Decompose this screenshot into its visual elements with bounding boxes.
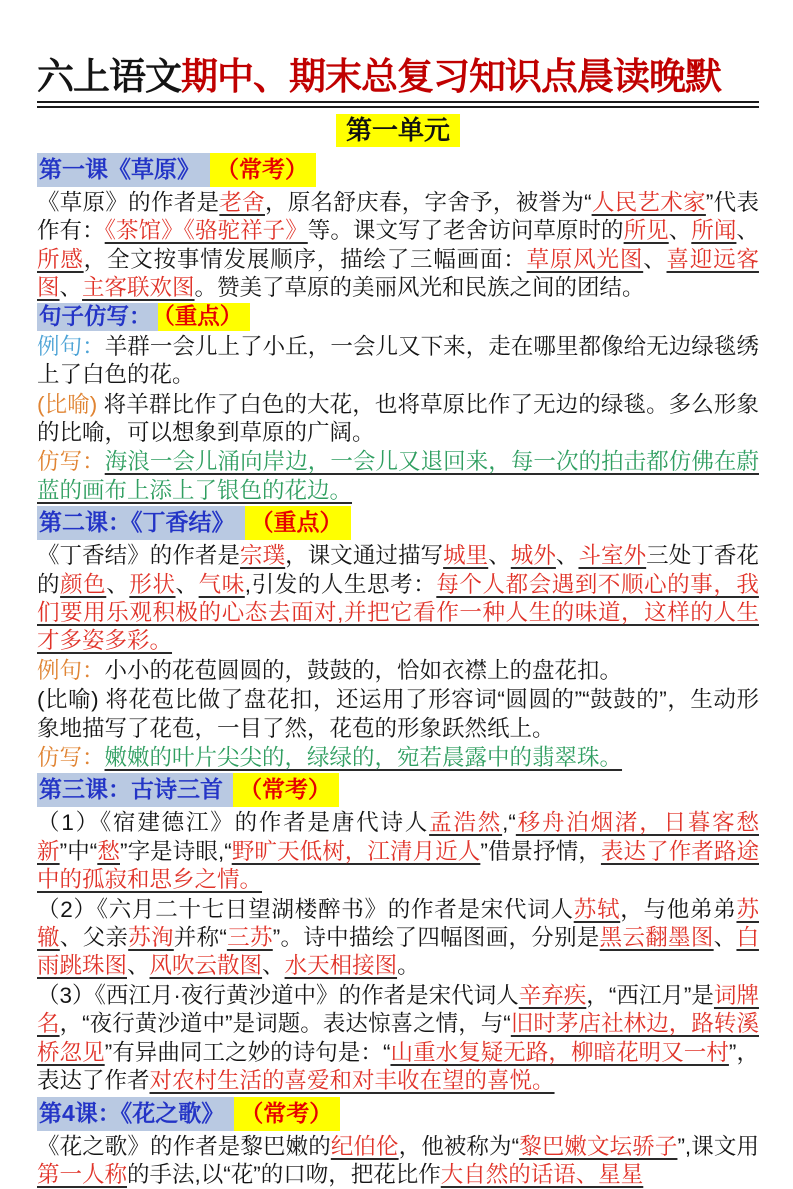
text-run: 辛弃疾	[518, 982, 587, 1008]
text-run: 仿写：	[37, 745, 105, 771]
text-run: 、	[127, 953, 150, 979]
text-run: 、	[488, 543, 511, 569]
text-run: 白雨跳珠图	[37, 925, 759, 979]
text-run: 老舍	[219, 189, 265, 215]
text-run: 每个人都会遇到不顺心的事，我们要用乐观积极的心态去面对,并把它看作一种人生的味道，这样的人生才多姿多彩。	[37, 571, 759, 654]
text-run: （3）《西江月·夜行黄沙道中》的作者是宋代词人	[37, 982, 519, 1008]
text-run: 苏洵	[128, 925, 174, 951]
text-run: 、父亲	[59, 925, 129, 951]
text-run: ”字是诗眼,“	[120, 838, 232, 864]
text-run: 嫩嫩的叶片尖尖的，绿绿的，宛若晨露中的翡翠珠。	[104, 745, 623, 771]
section-course-label: 第二课：《丁香结》	[37, 506, 275, 540]
text-run: ，“夜行黄沙道中”是词题。表达惊喜之情，与“	[59, 1011, 511, 1037]
text-run: 、	[736, 218, 759, 244]
text-run: ，与他弟弟	[620, 896, 737, 922]
section-header	[37, 506, 759, 540]
unit-header-row	[37, 114, 759, 147]
text-run: 对农村生活的喜爱和对丰收在望的喜悦。	[149, 1068, 555, 1094]
section-header	[37, 1097, 759, 1131]
section-header	[37, 153, 759, 187]
paragraph	[37, 542, 759, 656]
text-run: 等。课文写了老舍访问草原时的	[307, 218, 624, 244]
text-run: ”有异曲同工之妙的诗句是：“	[104, 1039, 391, 1065]
text-run: 喜迎远客图	[37, 246, 759, 300]
text-run: ，全文按事情发展顺序，描绘了三幅画面：	[83, 246, 527, 272]
text-run: 句子仿写：	[37, 303, 158, 331]
exam-frequency-tag: （重点）	[245, 506, 351, 540]
text-run: 《花之歌》的作者是黎巴嫩的	[37, 1133, 331, 1159]
paragraph	[37, 809, 759, 894]
section-course-label: 第一课《草原》	[37, 153, 240, 187]
text-run: 、	[555, 543, 579, 569]
text-run: 黑云翻墨图	[599, 925, 714, 951]
text-run: 山重水复疑无路，柳暗花明又一村	[390, 1039, 729, 1065]
text-run: ”，表达了作者	[37, 1039, 759, 1094]
section-course-label: 第三课：古诗三首	[37, 773, 263, 807]
text-run: 颜色	[60, 571, 107, 597]
text-run: ”代表作有：	[37, 189, 759, 244]
text-run: 孟浩然	[429, 810, 503, 836]
text-run: 黎巴嫩文坛骄子	[519, 1133, 678, 1159]
text-run: 人民艺术家	[591, 189, 706, 215]
paragraph	[37, 189, 759, 303]
text-run: ,引发的人生思考：	[244, 571, 437, 597]
text-run: 词牌名	[37, 982, 759, 1037]
text-run: 移舟泊烟渚，日暮客愁新	[37, 810, 759, 864]
text-run: 、	[643, 246, 667, 272]
text-run: 的手法,以“花”的口吻，把花比作	[127, 1161, 441, 1187]
text-run: 三苏	[226, 925, 273, 951]
text-run: 风吹云散图	[149, 953, 263, 979]
text-run: 例句：	[37, 657, 105, 683]
text-run: 纪伯伦	[330, 1133, 399, 1159]
text-run: （2）《六月二十七日望湖楼醉书》的作者是宋代词人	[37, 896, 574, 922]
title-divider	[37, 101, 759, 108]
text-run: ”中“	[59, 838, 98, 864]
text-run: 苏辙	[37, 896, 759, 951]
exam-frequency-tag: （常考）	[210, 153, 316, 187]
page-title	[37, 56, 759, 99]
text-run: 、	[713, 925, 737, 951]
text-run: 水天相接图	[284, 953, 398, 979]
text-run: 城外	[510, 543, 556, 569]
text-run: 仿写：	[37, 449, 105, 475]
text-run: 《丁香结》的作者是	[37, 543, 241, 569]
text-run: ，他被称为“	[398, 1133, 520, 1159]
text-run: (比喻)	[37, 391, 104, 417]
page-title-black: 六上语文	[37, 56, 181, 97]
text-run: 苏轼	[573, 896, 621, 922]
text-run: 《草原》的作者是	[37, 189, 220, 215]
page-title-red: 期中、期末总复习知识点晨读晚默	[181, 56, 721, 97]
text-run: ，“西江月”是	[586, 982, 714, 1008]
text-run: 、	[59, 274, 83, 300]
text-run: 所见	[623, 218, 669, 244]
paragraph	[37, 744, 759, 772]
text-run: 城里	[443, 543, 489, 569]
text-run: 。赞美了草原的美丽风光和民族之间的团结。	[194, 274, 645, 300]
paragraph	[37, 448, 759, 505]
paragraph	[37, 686, 759, 743]
text-run: 形状	[129, 571, 176, 597]
paragraph	[37, 1133, 759, 1189]
text-run: 草原风光图	[526, 246, 644, 272]
paragraph	[37, 391, 759, 448]
section-course-label: 第4课：《花之歌》	[37, 1097, 264, 1131]
text-run: 所感	[37, 246, 84, 272]
paragraph	[37, 303, 759, 331]
text-run: （1）《宿建德江》的作者是唐代诗人	[37, 810, 430, 836]
text-run: 宗璞	[240, 543, 286, 569]
paragraph	[37, 896, 759, 981]
text-run: 羊群一会儿上了小丘，一会儿又下来，走在哪里都像给无边绿毯绣上了白色的花。	[37, 333, 759, 388]
document-body	[37, 153, 759, 1189]
text-run: 表达了作者路途中的孤寂和思乡之情。	[37, 838, 759, 893]
text-run: ，课文通过描写	[285, 543, 444, 569]
text-run: 所闻	[691, 218, 737, 244]
text-run: ”借景抒情，	[480, 838, 601, 864]
text-run: 野旷天低树，江清月近人	[231, 838, 481, 864]
text-run: 主客联欢图	[82, 274, 195, 300]
text-run: 并称“	[173, 925, 227, 951]
text-run: 、	[668, 218, 692, 244]
text-run: 旧时茅店社林边，路转溪桥忽见	[37, 1011, 759, 1065]
exam-frequency-tag: （常考）	[234, 1097, 340, 1131]
text-run: 海浪一会儿涌向岸边，一会儿又退回来，每一次的拍击都仿佛在蔚蓝的画布上添上了银色的花边。	[37, 449, 759, 503]
text-run: ”,课文用	[677, 1133, 759, 1159]
text-run: ”。诗中描绘了四幅图画，分别是	[272, 925, 600, 951]
text-run: （重点）	[158, 303, 251, 331]
text-run: 大自然的话语、星星	[440, 1161, 644, 1187]
text-run: 例句：	[37, 333, 105, 359]
text-run: 小小的花苞圆圆的，鼓鼓的，恰如衣襟上的盘花扣。	[104, 657, 623, 683]
section-header	[37, 773, 759, 807]
text-run: 气味	[198, 571, 245, 597]
text-run: 、	[262, 953, 285, 979]
text-run: 愁	[97, 838, 120, 864]
exam-frequency-tag: （常考）	[233, 773, 339, 807]
text-run: 第一人称	[37, 1161, 128, 1187]
text-run: 斗室外	[578, 543, 647, 569]
text-run: 《茶馆》《骆驼祥子》	[104, 218, 308, 244]
text-run: 三处丁香花的	[37, 543, 759, 597]
text-run: 将羊群比作了白色的大花，也将草原比作了无边的绿毯。多么形象的比喻，可以想象到草原的广阔。	[37, 391, 759, 445]
text-run: ,“	[502, 810, 516, 836]
paragraph	[37, 982, 759, 1096]
text-run: 。	[397, 953, 420, 979]
text-run: 、	[106, 571, 130, 597]
text-run: 、	[175, 571, 199, 597]
text-run: ，原名舒庆春，字舍予，被誉为“	[264, 189, 592, 215]
paragraph	[37, 657, 759, 685]
unit-header: 第一单元	[336, 114, 460, 147]
text-run: (比喻) 将花苞比做了盘花扣，还运用了形容词“圆圆的”“鼓鼓的”，生动形象地描写了花苞，一目了然，花苞的形象跃然纸上。	[37, 687, 759, 741]
paragraph	[37, 333, 759, 390]
